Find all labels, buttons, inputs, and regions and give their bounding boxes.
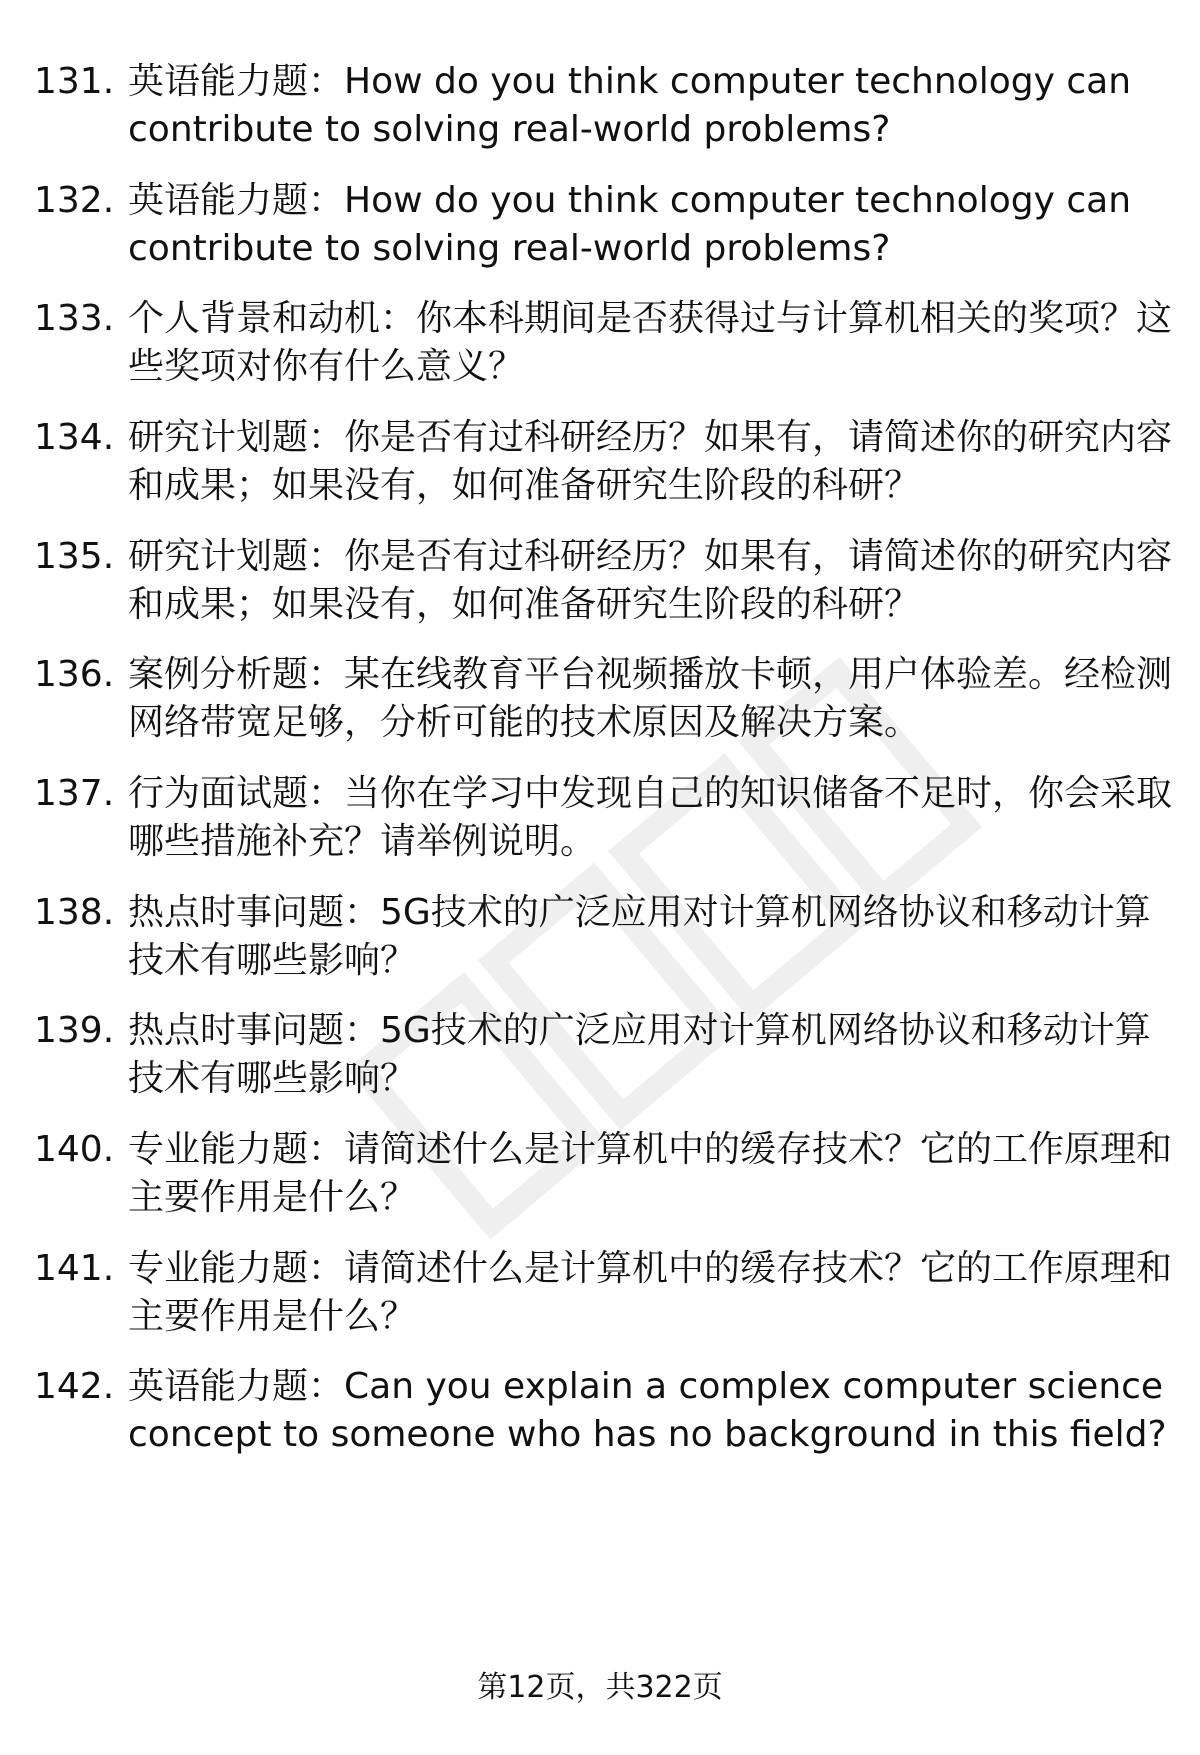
question-number: 139. [34, 1010, 115, 1051]
question-number: 134. [34, 417, 115, 458]
question-text: 专业能力题：请简述什么是计算机中的缓存技术？它的工作原理和主要作用是什么？ [128, 1129, 1173, 1218]
question-text: 行为面试题：当你在学习中发现自己的知识储备不足时，你会采取哪些措施补充？请举例说明。 [128, 773, 1173, 862]
question-number: 137. [34, 773, 115, 814]
question-text: 研究计划题：你是否有过科研经历？如果有，请简述你的研究内容和成果；如果没有，如何准备研究生阶段的科研？ [128, 417, 1173, 506]
question-number: 133. [34, 298, 115, 339]
question-number: 138. [34, 892, 115, 933]
question-number: 140. [34, 1129, 115, 1170]
question-number: 132. [34, 180, 115, 221]
question-text: 热点时事问题：5G技术的广泛应用对计算机网络协议和移动计算技术有哪些影响？ [128, 892, 1151, 981]
question-text: 英语能力题：Can you explain a complex computer science concept to someone who has no background in this field? [128, 1366, 1167, 1455]
page-footer: 第12页，共322页 [477, 1670, 723, 1705]
question-number: 142. [34, 1366, 115, 1407]
question-number: 135. [34, 536, 115, 577]
question-text: 专业能力题：请简述什么是计算机中的缓存技术？它的工作原理和主要作用是什么？ [128, 1248, 1173, 1337]
question-number: 141. [34, 1248, 115, 1289]
question-number: 131. [34, 61, 115, 102]
question-text: 案例分析题：某在线教育平台视频播放卡顿，用户体验差。经检测网络带宽足够，分析可能的技术原因及解决方案。 [128, 654, 1173, 743]
question-text: 英语能力题：How do you think computer technology can contribute to solving real-world problems? [128, 180, 1132, 269]
question-text: 英语能力题：How do you think computer technology can contribute to solving real-world problems? [128, 61, 1132, 150]
question-text: 热点时事问题：5G技术的广泛应用对计算机网络协议和移动计算技术有哪些影响？ [128, 1010, 1151, 1099]
question-text: 个人背景和动机：你本科期间是否获得过与计算机相关的奖项？这些奖项对你有什么意义？ [128, 298, 1173, 387]
question-number: 136. [34, 654, 115, 695]
question-text: 研究计划题：你是否有过科研经历？如果有，请简述你的研究内容和成果；如果没有，如何准备研究生阶段的科研？ [128, 536, 1173, 625]
